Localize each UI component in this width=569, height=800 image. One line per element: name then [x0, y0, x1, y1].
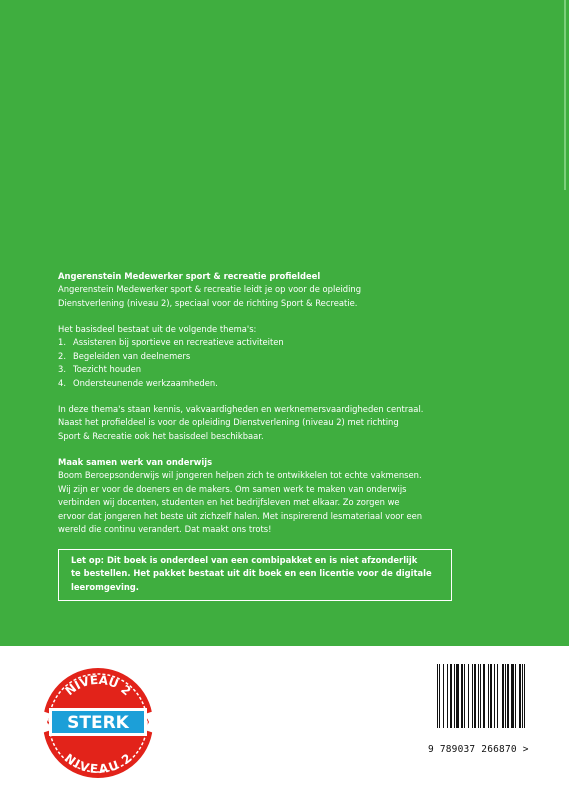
- barcode-bar: [490, 664, 492, 728]
- themes-block: [58, 323, 458, 390]
- barcode-bar: [524, 664, 525, 728]
- barcode-bar: [472, 664, 473, 728]
- badge-bottom-text: NIVEAU 2: [62, 750, 135, 776]
- notice-box: [58, 549, 452, 601]
- barcode-bar: [443, 664, 444, 728]
- theme-item: [58, 350, 458, 363]
- barcode-bar: [461, 664, 463, 728]
- theme-number: 3.: [58, 364, 66, 375]
- barcode-bar: [522, 664, 523, 728]
- isbn-number: 9 789037 266870 >: [428, 744, 529, 755]
- theme-label: Assisteren bij sportieve en recreatieve activiteiten: [73, 337, 284, 348]
- barcode-bar: [511, 664, 514, 728]
- themes-heading: Het basisdeel bestaat uit de volgende thema's:: [58, 324, 257, 334]
- notice-line: te bestellen. Het pakket bestaat uit dit boek en een licentie voor de digitale: [71, 568, 432, 579]
- paragraph-line: Wij zijn er voor de doeners en de makers. Om samen werk te maken van onderwijs: [58, 483, 407, 494]
- theme-number: 2.: [58, 350, 66, 361]
- intro-block: [58, 270, 458, 310]
- barcode-bar: [505, 664, 506, 728]
- intro-line: Dienstverlening (niveau 2), speciaal voor de richting Sport & Recreatie.: [58, 297, 358, 308]
- paragraph-line: Sport & Recreatie ook het basisdeel beschikbaar.: [58, 430, 264, 441]
- notice-line: leeromgeving.: [71, 581, 139, 592]
- notice-line: Let op: Dit boek is onderdeel van een combipakket en is niet afzonderlijk: [71, 555, 418, 565]
- barcode-bars: [437, 664, 549, 738]
- barcode-bar: [480, 664, 481, 728]
- niveau-badge-icon: [37, 662, 159, 784]
- theme-label: Toezicht houden: [73, 364, 142, 375]
- barcode-bar: [494, 664, 495, 728]
- paragraph-line: ervoor dat jongeren het beste uit zichzelf halen. Met inspirerend lesmateriaal voor een: [58, 510, 423, 521]
- paragraph-line: wereld die continu verandert. Dat maakt ons trots!: [58, 524, 272, 535]
- barcode-bar: [478, 664, 479, 728]
- theme-item: [58, 377, 458, 390]
- barcode-bar: [502, 664, 504, 728]
- barcode-bar: [464, 664, 465, 728]
- section-heading: Maak samen werk van onderwijs: [58, 457, 213, 467]
- book-title: Angerenstein Medewerker sport & recreatie profieldeel: [58, 271, 321, 281]
- theme-number: 1.: [58, 337, 66, 348]
- barcode: [428, 664, 549, 755]
- barcode-bar: [507, 664, 509, 728]
- barcode-bar: [439, 664, 440, 728]
- theme-item: [58, 336, 458, 349]
- skills-paragraph: [58, 403, 458, 443]
- barcode-bar: [515, 664, 516, 728]
- paragraph-line: In deze thema's staan kennis, vakvaardigheden en werknemersvaardigheden centraal.: [58, 404, 424, 414]
- barcode-bar: [450, 664, 452, 728]
- barcode-bar: [488, 664, 489, 728]
- paragraph-line: Boom Beroepsonderwijs wil jongeren helpen zich te ontwikkelen tot echte vakmensen.: [58, 470, 422, 481]
- theme-label: Begeleiden van deelnemers: [73, 350, 191, 361]
- themes-list: [58, 336, 458, 390]
- barcode-bar: [468, 664, 469, 728]
- paragraph-line: Naast het profieldeel is voor de opleiding Dienstverlening (niveau 2) met richting: [58, 417, 399, 428]
- paragraph-line: verbinden wij docenten, studenten en het bedrijfsleven met elkaar. Zo zorgen we: [58, 497, 400, 508]
- barcode-bar: [454, 664, 455, 728]
- publisher-block: [58, 456, 458, 536]
- barcode-bar: [437, 664, 438, 728]
- spine-accent-line: [564, 0, 566, 190]
- barcode-bar: [456, 664, 459, 728]
- barcode-bar: [519, 664, 521, 728]
- barcode-bar: [474, 664, 476, 728]
- badge-top-text: NIVEAU 2: [62, 672, 134, 699]
- barcode-bar: [447, 664, 448, 728]
- theme-item: [58, 363, 458, 376]
- intro-line: Angerenstein Medewerker sport & recreatie leidt je op voor de opleiding: [58, 284, 362, 295]
- badge-ribbon-text: STERK: [67, 713, 129, 733]
- barcode-bar: [483, 664, 485, 728]
- theme-number: 4.: [58, 377, 66, 388]
- barcode-bar: [497, 664, 498, 728]
- theme-label: Ondersteunende werkzaamheden.: [73, 377, 218, 388]
